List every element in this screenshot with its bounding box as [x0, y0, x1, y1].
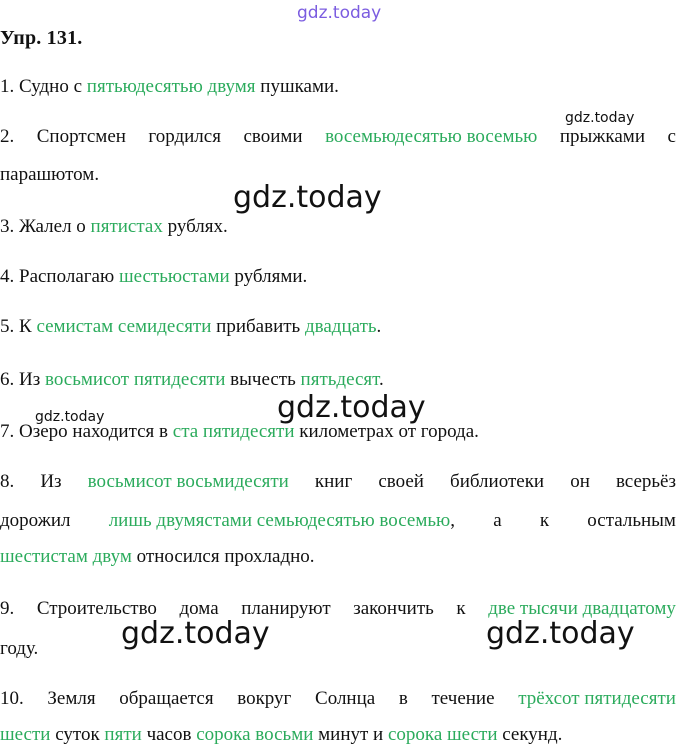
text-fragment: всерьёз [615, 471, 676, 492]
text-fragment: прыжками [559, 126, 645, 147]
answer-numeral: пятистах [90, 216, 163, 237]
text-fragment: к [539, 510, 550, 531]
text-fragment: Спортсмен [36, 126, 126, 147]
text-fragment: к [456, 598, 466, 619]
answer-numeral: восьмисот восьмидесяти [87, 471, 289, 492]
text-fragment: закончить [353, 598, 434, 619]
text-fragment: планируют [241, 598, 331, 619]
text-fragment: суток [50, 724, 105, 745]
answer-numeral: восьмисот пятидесяти [44, 369, 226, 390]
text-fragment: 6. Из [0, 369, 45, 390]
sentence-1 [0, 76, 339, 98]
text-fragment: вокруг [237, 688, 292, 709]
sentence-5 [0, 316, 381, 338]
text-fragment: своей [378, 471, 424, 492]
watermark-center-middle: gdz.today [277, 390, 426, 425]
text-fragment: . [376, 316, 382, 337]
answer-numeral: пяти [104, 724, 142, 745]
text-fragment: а [493, 510, 502, 531]
sentence-9-continued [0, 638, 38, 660]
answer-numeral: сорока восьми [196, 724, 314, 745]
answer-numeral: пятьюдесятью двумя [86, 76, 256, 97]
sentence-4 [0, 266, 307, 288]
answer-numeral: шести [0, 724, 51, 745]
text-fragment: в [398, 688, 408, 709]
text-fragment: минут и [313, 724, 388, 745]
text-fragment: Земля [47, 688, 96, 709]
text-fragment: дорожил [0, 510, 71, 531]
text-fragment: 5. К [0, 316, 37, 337]
text-fragment: . [379, 369, 384, 390]
text-fragment: своими [243, 126, 303, 147]
answer-numeral: шестьюстами [118, 266, 230, 287]
text-fragment: 8. [0, 471, 15, 492]
answer-numeral: лишь двумястами семьюдесятью восемью [108, 510, 451, 531]
text-fragment: он [570, 471, 590, 492]
sentence-3 [0, 216, 228, 238]
text-fragment: дома [179, 598, 219, 619]
text-fragment: 10. [0, 688, 24, 709]
sentence-2-continued [0, 164, 99, 186]
answer-numeral: ста пятидесяти [172, 421, 295, 442]
text-fragment: библиотеки [450, 471, 545, 492]
sentence-8-end [0, 546, 315, 568]
watermark-small-right: gdz.today [565, 110, 635, 126]
sentence-6 [0, 369, 384, 391]
text-fragment: обращается [119, 688, 214, 709]
answer-numeral: сорока шести [387, 724, 498, 745]
answer-numeral: шестистам двум [0, 546, 132, 567]
sentence-8-continued [0, 510, 676, 532]
sentence-8 [0, 471, 676, 493]
text-fragment: относился прохладно. [131, 546, 315, 567]
text-fragment: 7. Озеро находится в [0, 421, 173, 442]
watermark-bottom-left: gdz.today [121, 616, 270, 651]
text-fragment: часов [141, 724, 197, 745]
text-fragment: 2. [0, 126, 15, 147]
text-fragment: течение [431, 688, 495, 709]
text-fragment: парашютом. [0, 164, 100, 185]
text-fragment: 1. Судно с [0, 76, 87, 97]
text-fragment: книг [314, 471, 353, 492]
text-fragment: 4. Располагаю [0, 266, 119, 287]
exercise-title: Упр. 131. [0, 27, 83, 49]
answer-numeral: восемьюдесятью восемью [325, 126, 538, 147]
text-fragment: Солнца [315, 688, 376, 709]
text-fragment: рублями. [229, 266, 308, 287]
text-fragment: 3. Жалел о [0, 216, 91, 237]
answer-numeral: двадцать [304, 316, 377, 337]
answer-numeral: пятьдесят [300, 369, 380, 390]
answer-numeral: две тысячи двадцатому [488, 598, 676, 619]
text-fragment: гордился [148, 126, 221, 147]
text-fragment: Из [40, 471, 62, 492]
text-fragment: году. [0, 638, 39, 659]
text-fragment: секунд. [497, 724, 563, 745]
text-fragment: километрах от города. [294, 421, 479, 442]
text-fragment: с [667, 126, 676, 147]
sentence-10-continued [0, 724, 562, 746]
text-fragment: , [450, 510, 455, 531]
text-fragment: прибавить [211, 316, 305, 337]
text-fragment: рублях. [162, 216, 228, 237]
watermark-small-left: gdz.today [35, 409, 105, 425]
text-fragment: остальным [587, 510, 676, 531]
answer-numeral: трёхсот пятидесяти [518, 688, 676, 709]
watermark-top: gdz.today [297, 3, 382, 23]
sentence-10 [0, 688, 676, 710]
text-fragment: 9. [0, 598, 15, 619]
sentence-2 [0, 126, 676, 148]
watermark-center-upper: gdz.today [233, 180, 382, 215]
answer-numeral: семистам семидесяти [36, 316, 212, 337]
watermark-bottom-right: gdz.today [486, 616, 635, 651]
text-fragment: пушками. [255, 76, 339, 97]
text-fragment: вычесть [225, 369, 301, 390]
text-fragment: Строительство [36, 598, 157, 619]
